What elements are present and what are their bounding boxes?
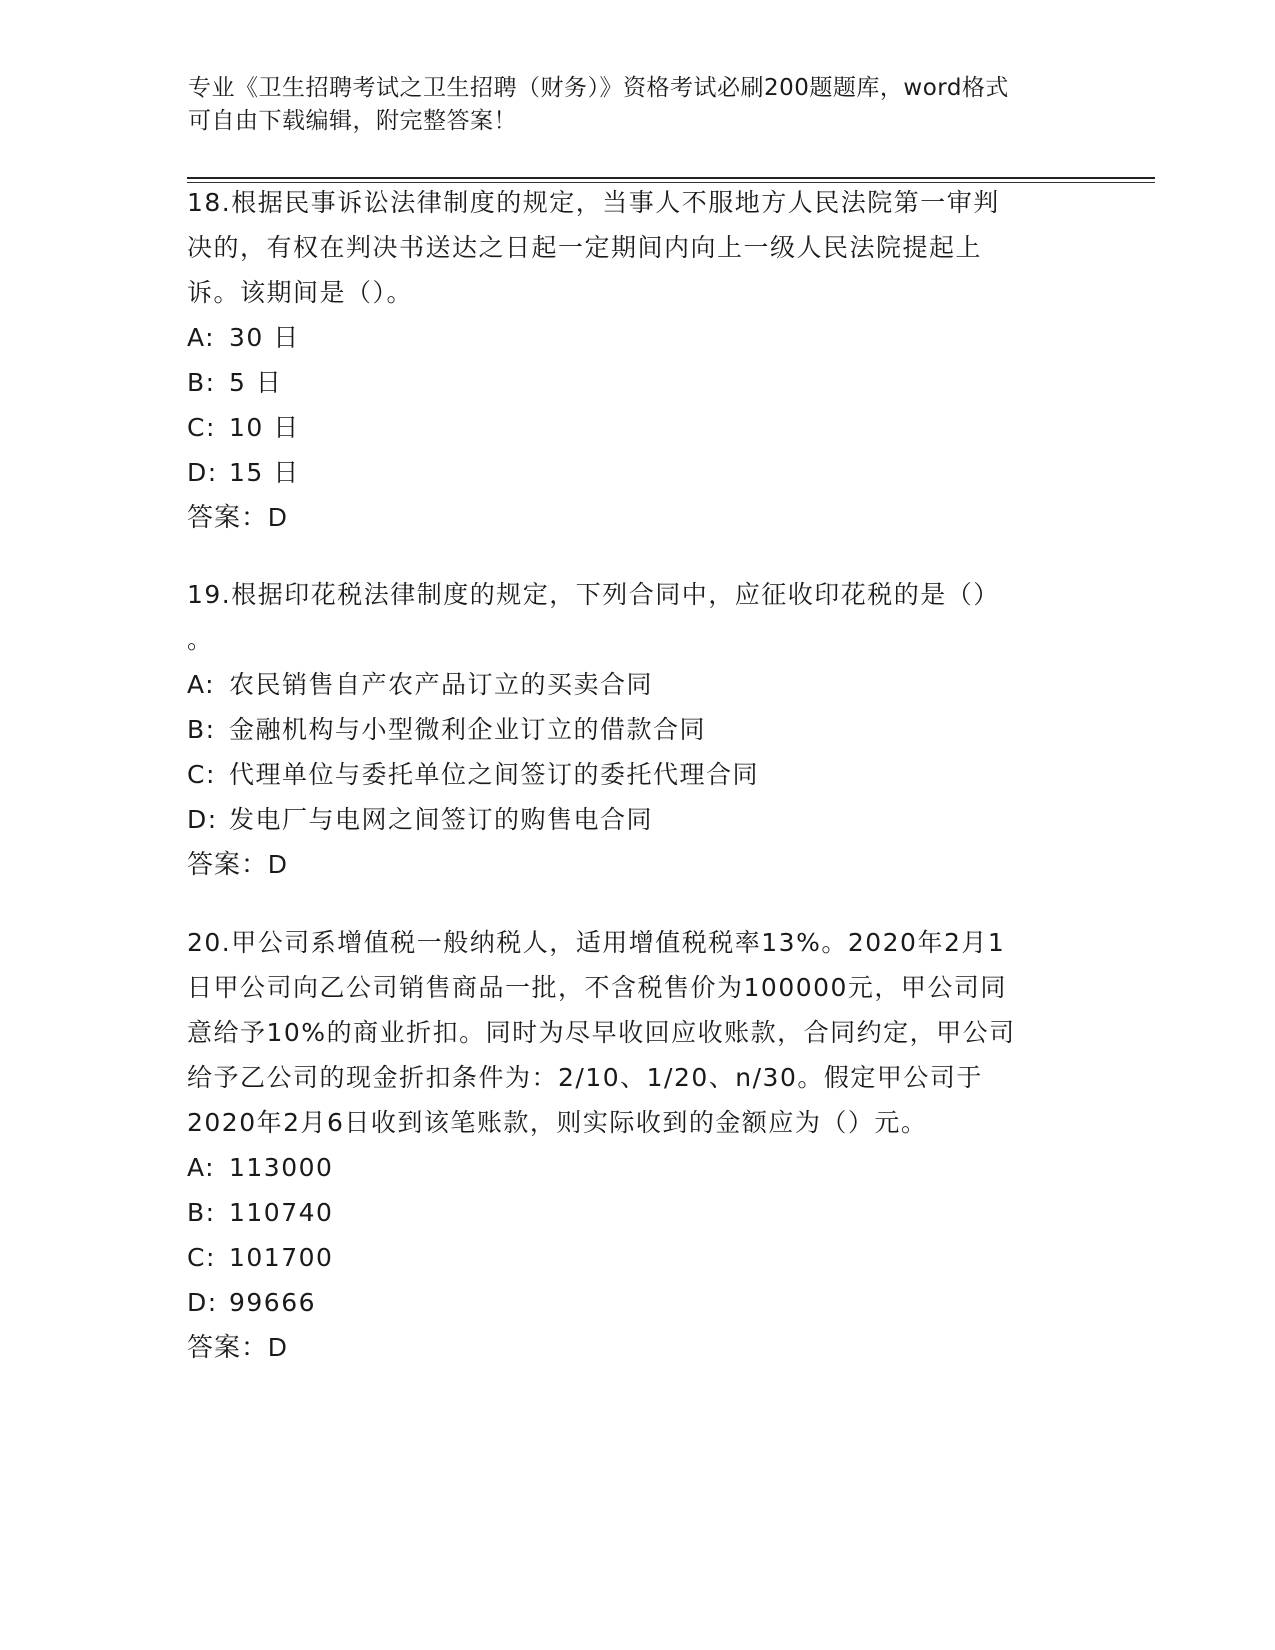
option-d — [187, 797, 1087, 842]
option-key: C: — [187, 413, 216, 442]
question-stem-line: 给予乙公司的现金折扣条件为：2/10、1/20、n/30。假定甲公司于 — [187, 1063, 983, 1092]
option-text: 101700 — [229, 1243, 334, 1272]
option-b — [187, 360, 1087, 405]
answer-label: 答案：D — [187, 1332, 288, 1362]
question-19 — [187, 572, 1087, 887]
option-key: C: — [187, 760, 216, 789]
option-key: B: — [187, 1198, 216, 1227]
option-key: A: — [187, 670, 216, 699]
option-a — [187, 662, 1087, 707]
option-d — [187, 450, 1087, 495]
option-text: 110740 — [229, 1198, 334, 1227]
question-stem-line: 18.根据民事诉讼法律制度的规定，当事人不服地方人民法院第一审判 — [187, 188, 1000, 217]
option-key: C: — [187, 1243, 216, 1272]
option-key: B: — [187, 368, 216, 397]
question-stem-line: 诉。该期间是（）。 — [187, 278, 414, 307]
option-key: D: — [187, 458, 218, 487]
question-20 — [187, 920, 1087, 1370]
option-key: A: — [187, 1153, 216, 1182]
document-header — [188, 72, 1068, 138]
option-c — [187, 405, 1087, 450]
option-a — [187, 315, 1087, 360]
option-key: D: — [187, 805, 218, 834]
question-stem-line: 决的，有权在判决书送达之日起一定期间内向上一级人民法院提起上 — [187, 233, 983, 262]
option-text: 5 日 — [229, 368, 283, 397]
header-line-1: 专业《卫生招聘考试之卫生招聘（财务）》资格考试必刷200题题库，word格式 — [188, 75, 1009, 101]
option-c — [187, 752, 1087, 797]
answer-label: 答案：D — [187, 849, 288, 879]
option-key: D: — [187, 1288, 218, 1317]
option-text: 发电厂与电网之间签订的购售电合同 — [229, 805, 654, 834]
option-b — [187, 1190, 1087, 1235]
question-stem-line: 。 — [187, 625, 214, 654]
header-divider-thick — [187, 177, 1155, 179]
option-key: B: — [187, 715, 216, 744]
option-text: 代理单位与委托单位之间签订的委托代理合同 — [229, 760, 760, 789]
option-text: 15 日 — [229, 458, 300, 487]
option-text: 农民销售自产农产品订立的买卖合同 — [229, 670, 654, 699]
option-text: 99666 — [229, 1288, 317, 1317]
question-stem-line: 意给予10%的商业折扣。同时为尽早收回应收账款，合同约定，甲公司 — [187, 1018, 1016, 1047]
option-a — [187, 1145, 1087, 1190]
header-line-2: 可自由下载编辑，附完整答案！ — [188, 108, 517, 134]
question-stem-line: 19.根据印花税法律制度的规定，下列合同中，应征收印花税的是（） — [187, 580, 1000, 609]
option-text: 113000 — [229, 1153, 334, 1182]
option-key: A: — [187, 323, 216, 352]
option-text: 10 日 — [229, 413, 300, 442]
option-b — [187, 707, 1087, 752]
question-stem-line: 2020年2月6日收到该笔账款，则实际收到的金额应为（）元。 — [187, 1108, 928, 1137]
option-c — [187, 1235, 1087, 1280]
option-text: 30 日 — [229, 323, 300, 352]
answer-label: 答案：D — [187, 502, 288, 532]
option-d — [187, 1280, 1087, 1325]
option-text: 金融机构与小型微利企业订立的借款合同 — [229, 715, 707, 744]
question-18 — [187, 180, 1087, 540]
question-stem-line: 20.甲公司系增值税一般纳税人，适用增值税税率13%。2020年2月1 — [187, 928, 1006, 957]
question-stem-line: 日甲公司向乙公司销售商品一批，不含税售价为100000元，甲公司同 — [187, 973, 1007, 1002]
